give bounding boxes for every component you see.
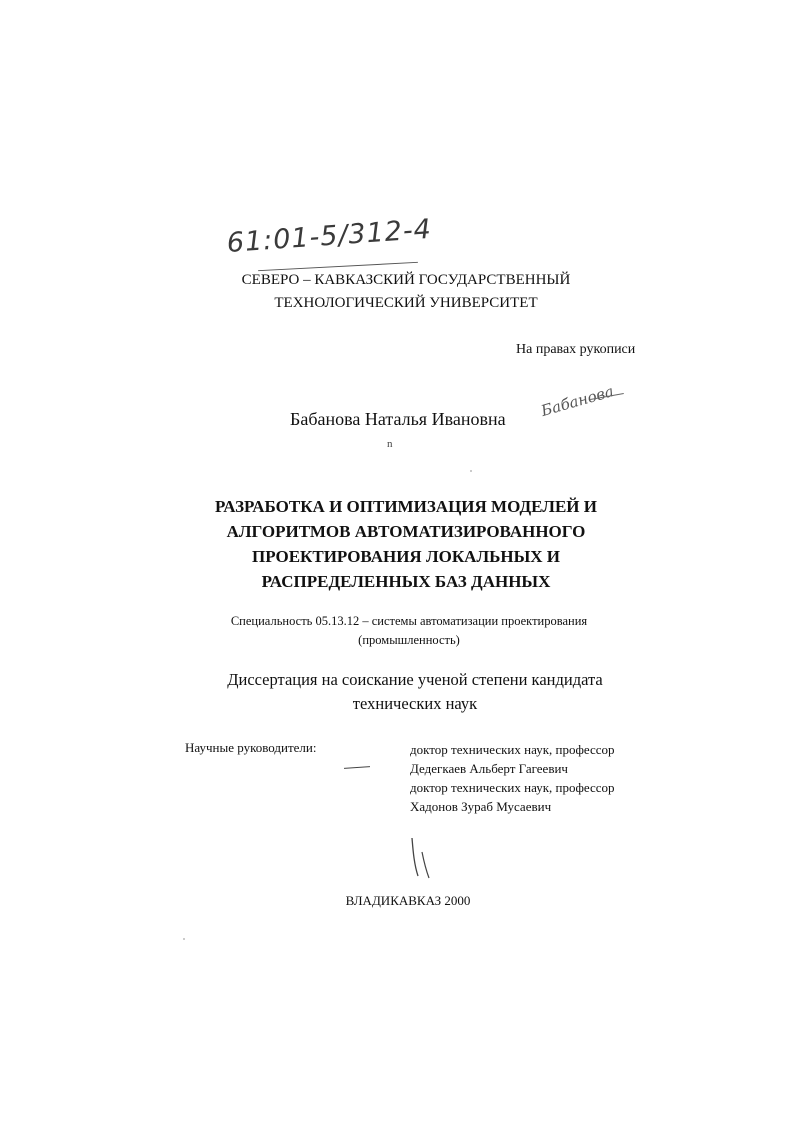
specialty-block <box>0 612 795 650</box>
supervisors-list <box>410 740 615 816</box>
degree-statement <box>0 668 795 716</box>
pen-dash-mark <box>344 766 370 769</box>
dissertation-title <box>0 494 795 594</box>
title-line: ПРОЕКТИРОВАНИЯ ЛОКАЛЬНЫХ И <box>251 547 561 566</box>
degree-line: технических наук <box>352 694 478 713</box>
supervisor-line: Хадонов Зураб Мусаевич <box>410 799 552 814</box>
specialty-line: (промышленность) <box>358 633 460 647</box>
supervisor-line: доктор технических наук, профессор <box>410 742 615 757</box>
supervisor-line: доктор технических наук, профессор <box>410 780 615 795</box>
title-line: РАСПРЕДЕЛЕННЫХ БАЗ ДАННЫХ <box>261 572 551 591</box>
title-line: АЛГОРИТМОВ АВТОМАТИЗИРОВАННОГО <box>226 522 586 541</box>
supervisor-line: Дедегкаев Альберт Гагеевич <box>410 761 568 776</box>
city-and-year: ВЛАДИКАВКАЗ 2000 <box>345 893 471 908</box>
scan-speck <box>470 470 472 472</box>
archive-code-handwritten: 61:01-5/312-4 <box>225 213 433 259</box>
archive-code-underline <box>258 262 418 271</box>
university-name-line1: СЕВЕРО – КАВКАЗСКИЙ ГОСУДАРСТВЕННЫЙ <box>241 272 571 288</box>
author-name: Бабанова Наталья Ивановна <box>290 409 506 429</box>
degree-line: Диссертация на соискание ученой степени кандидата <box>227 670 603 689</box>
title-line: РАЗРАБОТКА И ОПТИМИЗАЦИЯ МОДЕЛЕЙ И <box>215 497 597 516</box>
supervisors-label: Научные руководители: <box>185 740 317 755</box>
specialty-line: Специальность 05.13.12 – системы автоматизации проектирования <box>230 614 588 628</box>
handwritten-strokes-icon <box>400 836 440 882</box>
author-signature: Бабанова <box>539 382 616 420</box>
university-name-line2: ТЕХНОЛОГИЧЕСКИЙ УНИВЕРСИТЕТ <box>274 295 538 311</box>
small-pen-mark: n <box>387 438 393 450</box>
scan-speck <box>183 938 185 940</box>
manuscript-rights-note: На правах рукописи <box>516 342 636 357</box>
